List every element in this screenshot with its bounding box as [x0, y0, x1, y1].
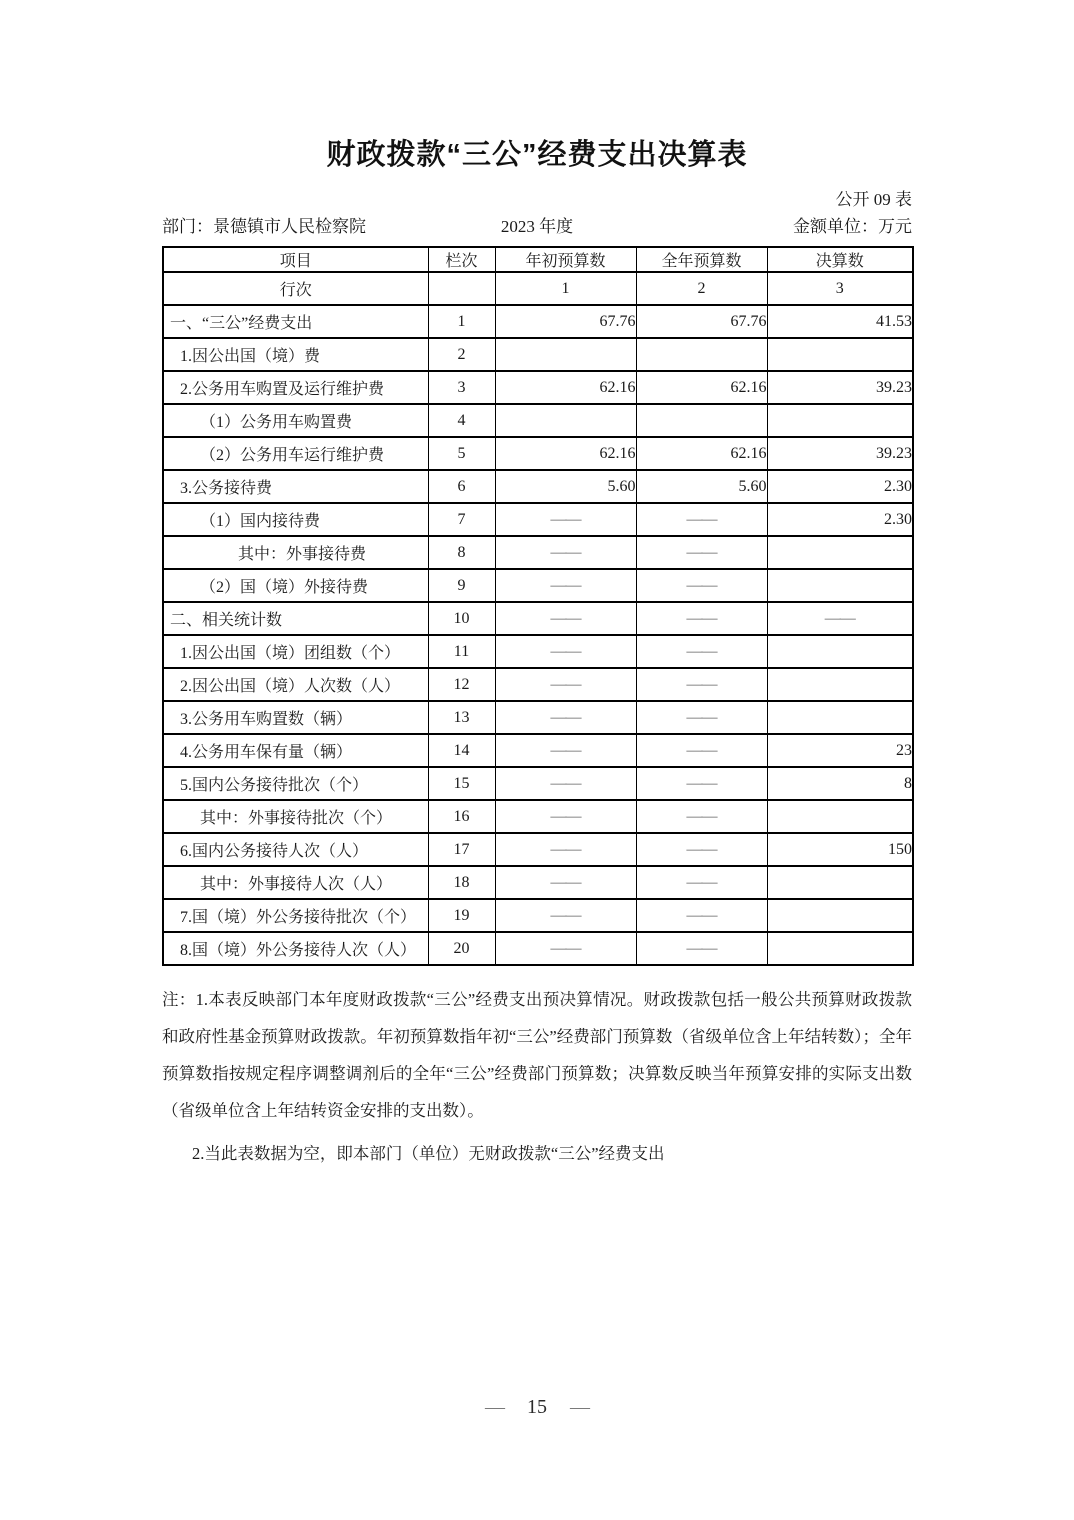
item-cell: 其中：外事接待费 — [163, 536, 428, 569]
item-cell: 2.因公出国（境）人次数（人） — [163, 668, 428, 701]
initial-budget-cell: 67.76 — [495, 305, 636, 338]
initial-budget-cell: —— — [495, 899, 636, 932]
table-row — [163, 800, 913, 833]
final-accounts-cell: 2.30 — [767, 503, 913, 536]
form-code-label: 公开 09 表 — [835, 190, 912, 209]
item-cell: 5.国内公务接待批次（个） — [163, 767, 428, 800]
annual-budget-cell: —— — [636, 899, 767, 932]
final-accounts-cell — [767, 701, 913, 734]
line-number-row — [163, 272, 913, 305]
line-number-cell: 2 — [428, 338, 495, 371]
initial-budget-cell: 62.16 — [495, 371, 636, 404]
initial-budget-cell: —— — [495, 635, 636, 668]
table-row — [163, 635, 913, 668]
column-header-4: 决算数 — [767, 247, 913, 272]
annual-budget-cell: —— — [636, 734, 767, 767]
initial-budget-cell: —— — [495, 800, 636, 833]
column-header-0: 项目 — [163, 247, 428, 272]
final-accounts-cell: —— — [767, 602, 913, 635]
item-cell: （2）国（境）外接待费 — [163, 569, 428, 602]
table-row — [163, 470, 913, 503]
final-accounts-cell — [767, 569, 913, 602]
final-accounts-cell: 39.23 — [767, 371, 913, 404]
annual-budget-cell: 67.76 — [636, 305, 767, 338]
page-title: 财政拨款“三公”经费支出决算表 — [326, 139, 748, 171]
table-row — [163, 338, 913, 371]
table-row — [163, 437, 913, 470]
initial-budget-cell: 62.16 — [495, 437, 636, 470]
table-row — [163, 371, 913, 404]
line-number-cell: 13 — [428, 701, 495, 734]
table-row — [163, 305, 913, 338]
line-number-cell: 3 — [428, 371, 495, 404]
table-meta-row — [162, 214, 912, 240]
column-number-cell-3: 3 — [767, 272, 913, 305]
table-row — [163, 767, 913, 800]
item-cell: 8.国（境）外公务接待人次（人） — [163, 932, 428, 965]
annual-budget-cell: —— — [636, 668, 767, 701]
final-accounts-cell: 150 — [767, 833, 913, 866]
initial-budget-cell: —— — [495, 866, 636, 899]
initial-budget-cell: —— — [495, 932, 636, 965]
line-number-cell: 14 — [428, 734, 495, 767]
note-1: 注：1.本表反映部门本年度财政拨款“三公”经费支出预决算情况。财政拨款包括一般公共预算财政拨款和政府性基金预算财政拨款。年初预算数指年初“三公”经费部门预算数（省级单位含上年结转数）；全年预算数指按规定程序调整调剂后的全年“三公”经费部门预算数；决算数反映当年预算安排的实际支出数（省级单位含上年结转资金安排的支出数）。 — [162, 990, 912, 1120]
table-row — [163, 833, 913, 866]
table-row — [163, 668, 913, 701]
column-header-2: 年初预算数 — [495, 247, 636, 272]
final-accounts-cell: 23 — [767, 734, 913, 767]
final-accounts-cell: 8 — [767, 767, 913, 800]
initial-budget-cell: 5.60 — [495, 470, 636, 503]
line-number-cell: 9 — [428, 569, 495, 602]
page-number: 15 — [527, 1396, 547, 1418]
initial-budget-cell: —— — [495, 668, 636, 701]
page-footer — [0, 1396, 1074, 1419]
annual-budget-cell: —— — [636, 800, 767, 833]
item-cell: 一、“三公”经费支出 — [163, 305, 428, 338]
line-number-cell: 17 — [428, 833, 495, 866]
final-accounts-cell: 2.30 — [767, 470, 913, 503]
annual-budget-cell: —— — [636, 866, 767, 899]
final-accounts-cell — [767, 338, 913, 371]
three-public-expense-table — [162, 246, 914, 966]
final-accounts-cell — [767, 866, 913, 899]
initial-budget-cell: —— — [495, 503, 636, 536]
table-row — [163, 866, 913, 899]
line-number-cell: 4 — [428, 404, 495, 437]
final-accounts-cell — [767, 404, 913, 437]
item-cell: （1）公务用车购置费 — [163, 404, 428, 437]
annual-budget-cell: —— — [636, 503, 767, 536]
table-row — [163, 569, 913, 602]
item-cell: 1.因公出国（境）团组数（个） — [163, 635, 428, 668]
amount-unit-label: 金额单位：万元 — [793, 217, 912, 236]
table-body — [163, 272, 913, 965]
column-number-cell-1: 1 — [495, 272, 636, 305]
table-row — [163, 701, 913, 734]
line-number-label-cell: 行次 — [163, 272, 428, 305]
annual-budget-cell: —— — [636, 569, 767, 602]
annual-budget-cell: —— — [636, 701, 767, 734]
annual-budget-cell: —— — [636, 833, 767, 866]
initial-budget-cell — [495, 338, 636, 371]
column-header-1: 栏次 — [428, 247, 495, 272]
footer-left-dash: — — [485, 1396, 504, 1418]
fiscal-year-label: 2023 年度 — [500, 217, 574, 236]
column-number-cell-2: 2 — [636, 272, 767, 305]
item-cell: （2）公务用车运行维护费 — [163, 437, 428, 470]
line-number-cell: 6 — [428, 470, 495, 503]
initial-budget-cell: —— — [495, 536, 636, 569]
item-cell: 其中：外事接待人次（人） — [163, 866, 428, 899]
item-cell: 2.公务用车购置及运行维护费 — [163, 371, 428, 404]
column-header-3: 全年预算数 — [636, 247, 767, 272]
line-number-cell: 20 — [428, 932, 495, 965]
initial-budget-cell: —— — [495, 767, 636, 800]
initial-budget-cell: —— — [495, 833, 636, 866]
line-number-cell: 18 — [428, 866, 495, 899]
initial-budget-cell: —— — [495, 569, 636, 602]
final-accounts-cell: 39.23 — [767, 437, 913, 470]
initial-budget-cell — [495, 404, 636, 437]
line-number-cell: 16 — [428, 800, 495, 833]
annual-budget-cell: —— — [636, 932, 767, 965]
table-row — [163, 602, 913, 635]
item-cell: 4.公务用车保有量（辆） — [163, 734, 428, 767]
notes-block — [162, 981, 912, 1169]
table-row — [163, 404, 913, 437]
annual-budget-cell — [636, 404, 767, 437]
item-cell: 1.因公出国（境）费 — [163, 338, 428, 371]
line-number-cell: 12 — [428, 668, 495, 701]
final-accounts-cell — [767, 635, 913, 668]
line-number-cell: 5 — [428, 437, 495, 470]
line-number-cell: 1 — [428, 305, 495, 338]
note-2: 2.当此表数据为空，即本部门（单位）无财政拨款“三公”经费支出 — [192, 1144, 665, 1163]
table-row — [163, 503, 913, 536]
final-accounts-cell — [767, 899, 913, 932]
item-cell: 3.公务接待费 — [163, 470, 428, 503]
initial-budget-cell: —— — [495, 734, 636, 767]
annual-budget-cell: 62.16 — [636, 437, 767, 470]
annual-budget-cell — [636, 338, 767, 371]
annual-budget-cell: —— — [636, 602, 767, 635]
annual-budget-cell: 5.60 — [636, 470, 767, 503]
final-accounts-cell — [767, 932, 913, 965]
table-row — [163, 536, 913, 569]
annual-budget-cell: —— — [636, 635, 767, 668]
line-number-cell: 10 — [428, 602, 495, 635]
line-number-cell: 15 — [428, 767, 495, 800]
annual-budget-cell: 62.16 — [636, 371, 767, 404]
final-accounts-cell — [767, 668, 913, 701]
item-cell: （1）国内接待费 — [163, 503, 428, 536]
document-content — [162, 0, 912, 1169]
final-accounts-cell — [767, 800, 913, 833]
final-accounts-cell — [767, 536, 913, 569]
item-cell: 二、相关统计数 — [163, 602, 428, 635]
line-number-cell: 11 — [428, 635, 495, 668]
table-header-row — [163, 247, 913, 272]
item-cell: 其中：外事接待批次（个） — [163, 800, 428, 833]
item-cell: 7.国（境）外公务接待批次（个） — [163, 899, 428, 932]
department-label: 部门：景德镇市人民检察院 — [162, 217, 366, 236]
annual-budget-cell: —— — [636, 767, 767, 800]
item-cell: 6.国内公务接待人次（人） — [163, 833, 428, 866]
line-number-cell: 8 — [428, 536, 495, 569]
initial-budget-cell: —— — [495, 701, 636, 734]
initial-budget-cell: —— — [495, 602, 636, 635]
item-cell: 3.公务用车购置数（辆） — [163, 701, 428, 734]
column-number-cell-0 — [428, 272, 495, 305]
table-row — [163, 932, 913, 965]
footer-right-dash: — — [570, 1396, 589, 1418]
line-number-cell: 19 — [428, 899, 495, 932]
table-row — [163, 899, 913, 932]
final-accounts-cell: 41.53 — [767, 305, 913, 338]
annual-budget-cell: —— — [636, 536, 767, 569]
table-row — [163, 734, 913, 767]
line-number-cell: 7 — [428, 503, 495, 536]
